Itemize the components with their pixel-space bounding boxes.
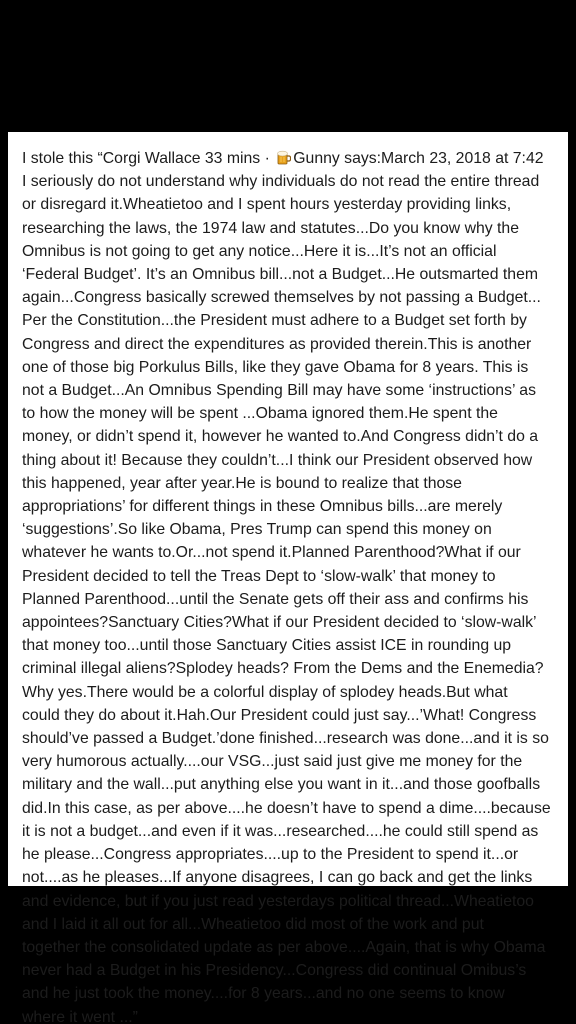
post-line: Per the Constitution...the President must adhere to a Budget set forth by xyxy=(22,312,527,330)
post-line: criminal illegal aliens?Splodey heads? From the Dems and the Enemedia? xyxy=(22,660,544,678)
post-line: did.In this case, as per above....he doesn’t have to spend a dime....because xyxy=(22,799,551,817)
post-line: ‘suggestions’.So like Obama, Pres Trump can spend this money on xyxy=(22,521,492,539)
post-line: together the consolidated update as per above....Again, that is why Obama xyxy=(22,938,546,956)
post-line: appropriations’ for different things in these Omnibus bills...are merely xyxy=(22,498,503,516)
post-line: this happened, year after year.He is bound to realize that those xyxy=(22,474,462,492)
post-line: one of those big Porkulus Bills, like they gave Obama for 8 years. This is xyxy=(22,358,529,376)
post-line: again...Congress basically screwed themselves by not passing a Budget... xyxy=(22,289,541,307)
post-line: researching the laws, the 1974 law and statutes...Do you know why the xyxy=(22,219,520,237)
post-line: whatever he wants to.Or...not spend it.Planned Parenthood?What if our xyxy=(22,544,521,562)
post-line-first-end: Gunny says:March 23, 2018 at 7:42 xyxy=(293,150,544,167)
post-line-first-start: I stole this “Corgi Wallace 33 mins · xyxy=(22,150,275,167)
post-line: that money too...until those Sanctuary Cities assist ICE in rounding up xyxy=(22,637,512,655)
post-line: Why yes.There would be a colorful display of splodey heads.But what xyxy=(22,683,508,701)
beer-mug-icon xyxy=(277,150,291,165)
post-line: to how the money will be spent ...Obama ignored them.He spent the xyxy=(22,405,498,423)
post-line: money, or didn’t spend it, however he wanted to.And Congress didn’t do a xyxy=(22,428,539,446)
post-line: it is not a budget...and even if it was...researched....he could still spend as xyxy=(22,822,539,840)
post-line: I seriously do not understand why individuals do not read the entire thread xyxy=(22,173,540,191)
post-line: President decided to tell the Treas Dept to ‘slow-walk’ that money to xyxy=(22,567,496,585)
post-line: Planned Parenthood...until the Senate gets off their ass and confirms his xyxy=(22,590,529,608)
post-body xyxy=(22,147,558,1024)
post-line-first xyxy=(22,147,558,170)
post-line: thing about it! Because they couldn’t...I think our President observed how xyxy=(22,451,533,469)
post-line: should’ve passed a Budget.’done finished...research was done...and it is so xyxy=(22,730,549,748)
post-line: very humorous actually....our VSG...just said just give me money for the xyxy=(22,753,523,771)
post-line: not a Budget...An Omnibus Spending Bill may have some ‘instructions’ as xyxy=(22,382,536,400)
post-line: and I laid it all out for all...Wheatietoo did most of the work and put xyxy=(22,915,484,933)
post-line: could they do about it.Hah.Our President could just say...’What! Congress xyxy=(22,706,537,724)
post-line: where it went ...” xyxy=(22,1008,138,1024)
post-line: or disregard it.Wheatietoo and I spent hours yesterday providing links, xyxy=(22,196,512,214)
post-line: ‘Federal Budget’. It’s an Omnibus bill...not a Budget...He outsmarted them xyxy=(22,266,539,284)
post-line: appointees?Sanctuary Cities?What if our President decided to ‘slow-walk’ xyxy=(22,614,537,632)
post-line: never had a Budget in his Presidency...Congress did continual Omibus’s xyxy=(22,962,527,980)
post-line: he please...Congress appropriates....up to the President to spend it...or xyxy=(22,846,519,864)
post-line: military and the wall...put anything else you want in it...and those goofballs xyxy=(22,776,541,794)
post-line: and evidence, but if you just read yesterdays political thread...Wheatietoo xyxy=(22,892,534,910)
post-card xyxy=(8,132,568,1024)
post-line: and he just took the money....for 8 years...and no one seems to know xyxy=(22,985,505,1003)
post-line: Omnibus is not going to get any notice...Here it is...It’s not an official xyxy=(22,242,497,260)
post-line: not....as he pleases...If anyone disagrees, I can go back and get the links xyxy=(22,869,533,887)
post-line: Congress and direct the expenditures as provided therein.This is another xyxy=(22,335,532,353)
